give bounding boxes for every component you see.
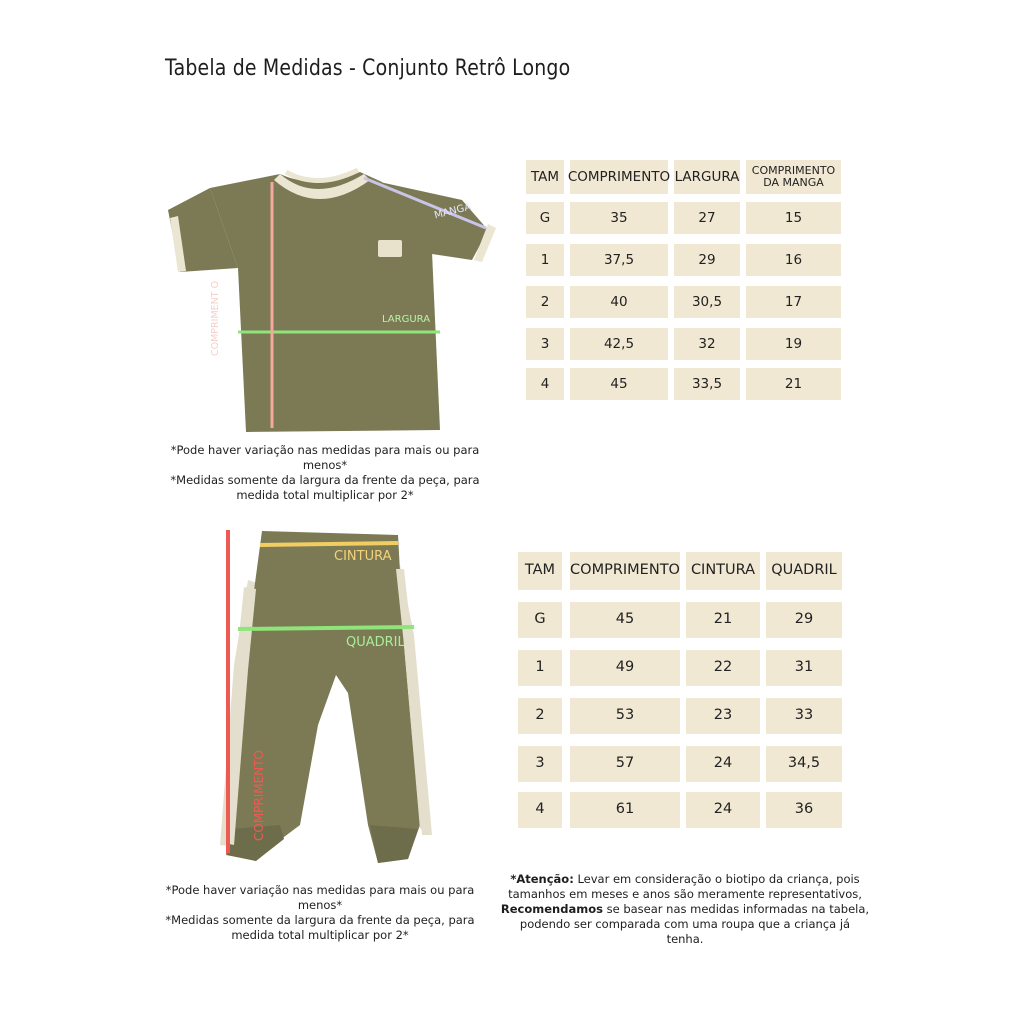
shirt-table-cell: 15 [746,202,841,234]
shirt-note-2: *Medidas somente da largura da frente da peça, para medida total multiplicar por 2* [170,473,480,502]
pants-table-cell: 1 [518,650,562,686]
pants-comprimento-label: COMPRIMENTO [252,750,266,841]
shirt-table-cell: 45 [570,368,668,400]
shirt-table-cell: 3 [526,328,564,360]
shirt-table-cell: 42,5 [570,328,668,360]
pants-note-2: *Medidas somente da largura da frente da peça, para medida total multiplicar por 2* [165,913,475,942]
quadril-label: QUADRIL [346,635,405,650]
shirt-table-cell: 27 [674,202,740,234]
pants-note-1: *Pode haver variação nas medidas para mais ou para menos* [165,883,475,912]
pants-table-cell: 33 [766,698,842,734]
pants-table-cell: 57 [570,746,680,782]
shirt-table-cell: 33,5 [674,368,740,400]
shirt-table-cell: 30,5 [674,286,740,318]
manga-label: MANGA [433,201,473,222]
cintura-label: CINTURA [334,549,392,564]
shirt-table-cell: 21 [746,368,841,400]
pants-table-cell: 22 [686,650,760,686]
shirt-table-cell: 17 [746,286,841,318]
shirt-table-cell: 4 [526,368,564,400]
pants-illustration [200,525,440,870]
shirt-table-cell: 2 [526,286,564,318]
largura-label: LARGURA [382,314,431,325]
pants-table-cell: 3 [518,746,562,782]
shirt-table-cell: 1 [526,244,564,276]
pants-table-cell: 4 [518,792,562,828]
pants-table-cell: 23 [686,698,760,734]
pants-notes [145,883,495,943]
pants-table-cell: 45 [570,602,680,638]
attention-recommend: Recomendamos [500,902,603,916]
shirt-header-cell: TAM [526,160,564,194]
pants-table-cell: 36 [766,792,842,828]
shirt-notes [150,443,500,503]
pants-table-cell: 53 [570,698,680,734]
shirt-table-cell: 16 [746,244,841,276]
pants-table-cell: G [518,602,562,638]
pants-table-cell: 24 [686,746,760,782]
shirt-table-cell: 35 [570,202,668,234]
shirt-table-cell: 29 [674,244,740,276]
comprimento-label: COMPRIMENT O [210,280,221,356]
shirt-table-cell: 37,5 [570,244,668,276]
shirt-header-cell: LARGURA [674,160,740,194]
shirt-table-cell: 19 [746,328,841,360]
pants-table-cell: 34,5 [766,746,842,782]
shirt-header-cell: COMPRIMENTO DA MANGA [746,160,841,194]
pants-header-cell: COMPRIMENTO [570,552,680,590]
shirt-header-cell: COMPRIMENTO [570,160,668,194]
attention-note [500,872,870,947]
pants-header-cell: CINTURA [686,552,760,590]
shirt-table-cell: 32 [674,328,740,360]
attention-text-2: se basear nas medidas informadas na tabela, podendo ser comparada com uma roupa que a criança já tenha. [519,902,870,946]
shirt-table-cell: 40 [570,286,668,318]
attention-text-1: Levar em consideração o biotipo da criança, pois tamanhos em meses e anos são meramente representativos, [508,872,862,901]
pants-table-cell: 61 [570,792,680,828]
attention-lead: *Atenção: [510,872,574,886]
pants-table-cell: 49 [570,650,680,686]
page-title: Tabela de Medidas - Conjunto Retrô Longo [165,56,571,81]
shirt-table-cell: G [526,202,564,234]
pants-table-cell: 31 [766,650,842,686]
pants-table-cell: 24 [686,792,760,828]
pants-table-cell: 2 [518,698,562,734]
shirt-illustration [150,160,510,440]
pants-table-cell: 21 [686,602,760,638]
pants-header-cell: QUADRIL [766,552,842,590]
pants-table-cell: 29 [766,602,842,638]
shirt-note-1: *Pode haver variação nas medidas para mais ou para menos* [170,443,480,472]
pants-header-cell: TAM [518,552,562,590]
